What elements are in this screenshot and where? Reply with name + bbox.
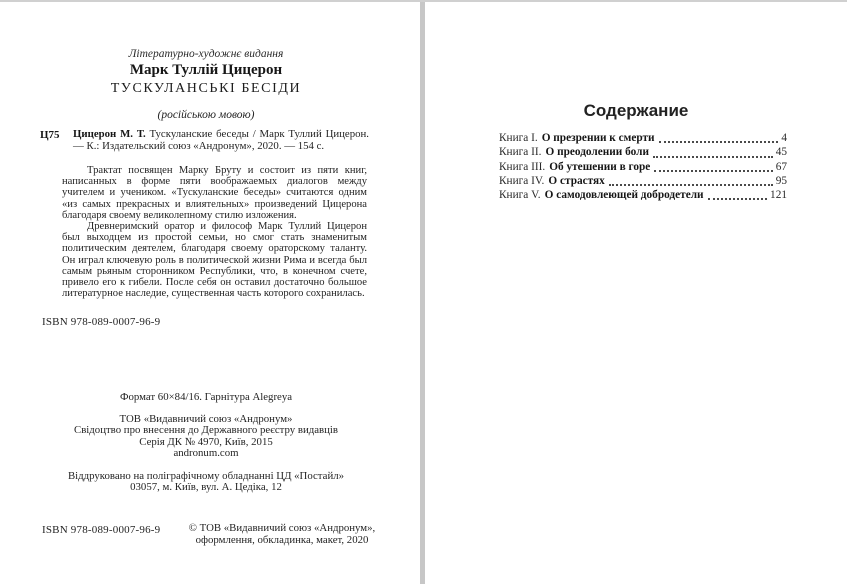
edition-note: Літературно-художнє видання [128, 48, 284, 60]
toc-entry-prefix: Книга II. [499, 146, 542, 159]
bib-classification-code: Ц75 [40, 129, 60, 141]
bibliographic-entry [73, 129, 369, 152]
toc-entry-title: Об утешении в горе [549, 160, 651, 173]
toc-dot-leader [609, 184, 773, 186]
publisher-website: andronum.com [173, 447, 239, 460]
contents-page [425, 2, 847, 586]
toc-entry-prefix: Книга V. [499, 189, 541, 202]
format-line: Формат 60×84/16. Гарнітура Alegreya [119, 391, 293, 403]
toc-entry-page-number: 4 [781, 132, 787, 144]
book-title: ТУСКУЛАНСЬКІ БЕСІДИ [110, 81, 302, 96]
bib-entry-text: Тускуланские беседы / Марк Туллий Цицерон. — К.: Издательский союз «Андронум», 2020. — 154 с. [73, 128, 369, 152]
footer-isbn-number: ISBN 978-089-0007-96-9 [42, 524, 161, 536]
bib-entry-author: Цицерон М. Т. [73, 128, 146, 140]
printing-block [40, 471, 372, 494]
toc-dot-leader [659, 141, 779, 143]
copyright-line: оформлення, обкладинка, макет, 2020 [195, 533, 369, 546]
isbn-number: ISBN 978-089-0007-96-9 [42, 316, 161, 328]
toc-heading: Содержание [583, 101, 689, 120]
toc-entry-page-number: 67 [775, 160, 787, 173]
imprint-page [0, 2, 421, 586]
printing-address: 03057, м. Київ, вул. А. Цедіка, 12 [130, 481, 282, 494]
author-name: Марк Туллій Цицерон [129, 62, 283, 78]
toc-entry-page-number: 121 [770, 189, 787, 202]
publisher-block [40, 414, 372, 460]
title-block [40, 48, 372, 121]
toc-entry [499, 132, 787, 146]
language-note: (російською мовою) [157, 109, 255, 121]
annotation [62, 165, 367, 299]
toc-entry-prefix: Книга I. [499, 132, 538, 144]
toc-entry-title: О страстях [548, 174, 605, 187]
toc-entry-title: О презрении к смерти [541, 132, 655, 144]
toc-entry [499, 161, 787, 175]
toc-dot-leader [653, 156, 773, 158]
toc-entry [499, 175, 787, 189]
publisher-line: ТОВ «Видавничий союз «Андронум» [119, 413, 293, 425]
toc-entry-page-number: 95 [775, 174, 787, 187]
annotation-paragraph-2: Древнеримский оратор и философ Марк Туллий Цицерон был выходцем из простой семьи, но смог стать знаменитым политическим деятелем, благодаря своему ораторскому таланту. Он играл ключевую роль в политической жизни Рима и всегда был самым рьяным сторонником Республики, что, в конечном счете, привело его к гибели. После себя он оставил достаточно большое литературное наследие, существенная часть которого сохранилась. [62, 221, 367, 300]
toc-entry-prefix: Книга IV. [499, 174, 545, 187]
toc-dot-leader [654, 170, 772, 172]
toc-dot-leader [708, 198, 767, 200]
copyright-line: © ТОВ «Видавничий союз «Андронум», [188, 522, 376, 534]
toc-entry-title: О преодолении боли [545, 146, 649, 159]
toc-entry [499, 189, 787, 203]
toc-list [499, 132, 787, 203]
publisher-line: Свідоцтво про внесення до Державного реєстру видавців [74, 424, 338, 437]
copyright-block [172, 523, 392, 546]
toc-entry-page-number: 45 [775, 146, 787, 159]
toc-entry-title: О самодовлеющей добродетели [544, 189, 704, 202]
printing-line: Віддруковано на поліграфічному обладнанні ЦД «Постайл» [67, 470, 345, 482]
annotation-paragraph-1: Трактат посвящен Марку Бруту и состоит из пяти книг, написанных в форме пяти воображаемых диалогов между учителем и учеником. «Тускуланские беседы» считаются одним «из самых прекрасных и влиятельных» произведений Цицерона благодаря своему великолепному стилю изложения. [62, 165, 367, 221]
toc-entry-prefix: Книга III. [499, 160, 546, 173]
toc-entry [499, 146, 787, 160]
publisher-line: Серія ДК № 4970, Київ, 2015 [139, 435, 273, 448]
